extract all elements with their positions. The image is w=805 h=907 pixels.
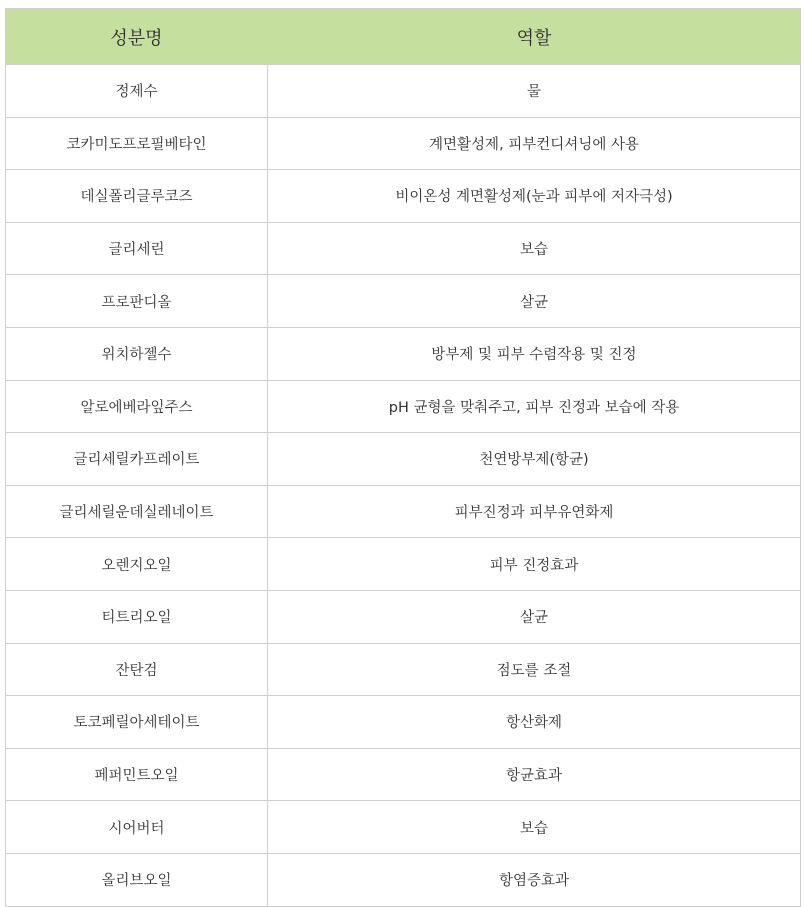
table-row: [6, 485, 801, 538]
ingredient-role-cell: 계면활성제, 피부컨디셔닝에 사용: [268, 117, 801, 170]
table-row: [6, 327, 801, 380]
table-row: [6, 433, 801, 486]
ingredient-table-container: [5, 8, 800, 907]
ingredient-name-cell: 알로에베라잎주스: [6, 380, 268, 433]
ingredient-role-cell: 피부진정과 피부유연화제: [268, 485, 801, 538]
ingredient-role-cell: 피부 진정효과: [268, 538, 801, 591]
ingredient-role-cell: 물: [268, 65, 801, 118]
ingredient-role-cell: 보습: [268, 222, 801, 275]
ingredient-name-cell: 정제수: [6, 65, 268, 118]
table-row: [6, 222, 801, 275]
ingredient-name-cell: 글리세린: [6, 222, 268, 275]
ingredient-role-cell: 항균효과: [268, 748, 801, 801]
ingredient-role-cell: 항산화제: [268, 696, 801, 749]
ingredient-role-cell: 방부제 및 피부 수렴작용 및 진정: [268, 327, 801, 380]
ingredient-name-cell: 위치하젤수: [6, 327, 268, 380]
table-row: [6, 748, 801, 801]
ingredient-role-cell: 비이온성 계면활성제(눈과 피부에 저자극성): [268, 170, 801, 223]
table-header-row: [6, 9, 801, 65]
ingredient-name-cell: 시어버터: [6, 801, 268, 854]
ingredient-role-cell: 살균: [268, 590, 801, 643]
table-row: [6, 801, 801, 854]
table-row: [6, 853, 801, 906]
ingredient-name-cell: 오렌지오일: [6, 538, 268, 591]
ingredient-role-cell: 항염증효과: [268, 853, 801, 906]
table-row: [6, 696, 801, 749]
header-ingredient-name: 성분명: [6, 9, 268, 65]
table-row: [6, 117, 801, 170]
ingredient-name-cell: 티트리오일: [6, 590, 268, 643]
header-role: 역할: [268, 9, 801, 65]
ingredient-name-cell: 글리세릴카프레이트: [6, 433, 268, 486]
table-row: [6, 380, 801, 433]
ingredient-name-cell: 페퍼민트오일: [6, 748, 268, 801]
table-row: [6, 65, 801, 118]
ingredient-role-cell: pH 균형을 맞춰주고, 피부 진정과 보습에 작용: [268, 380, 801, 433]
ingredient-role-cell: 살균: [268, 275, 801, 328]
ingredient-name-cell: 토코페릴아세테이트: [6, 696, 268, 749]
ingredient-name-cell: 코카미도프로필베타인: [6, 117, 268, 170]
ingredient-role-cell: 보습: [268, 801, 801, 854]
ingredient-role-cell: 점도를 조절: [268, 643, 801, 696]
ingredient-name-cell: 잔탄검: [6, 643, 268, 696]
ingredient-name-cell: 데실폴리글루코즈: [6, 170, 268, 223]
table-row: [6, 643, 801, 696]
table-row: [6, 275, 801, 328]
ingredient-role-cell: 천연방부제(항균): [268, 433, 801, 486]
table-row: [6, 538, 801, 591]
table-row: [6, 170, 801, 223]
table-row: [6, 590, 801, 643]
ingredient-table: [5, 8, 801, 907]
ingredient-name-cell: 올리브오일: [6, 853, 268, 906]
ingredient-name-cell: 프로판디올: [6, 275, 268, 328]
ingredient-name-cell: 글리세릴운데실레네이트: [6, 485, 268, 538]
